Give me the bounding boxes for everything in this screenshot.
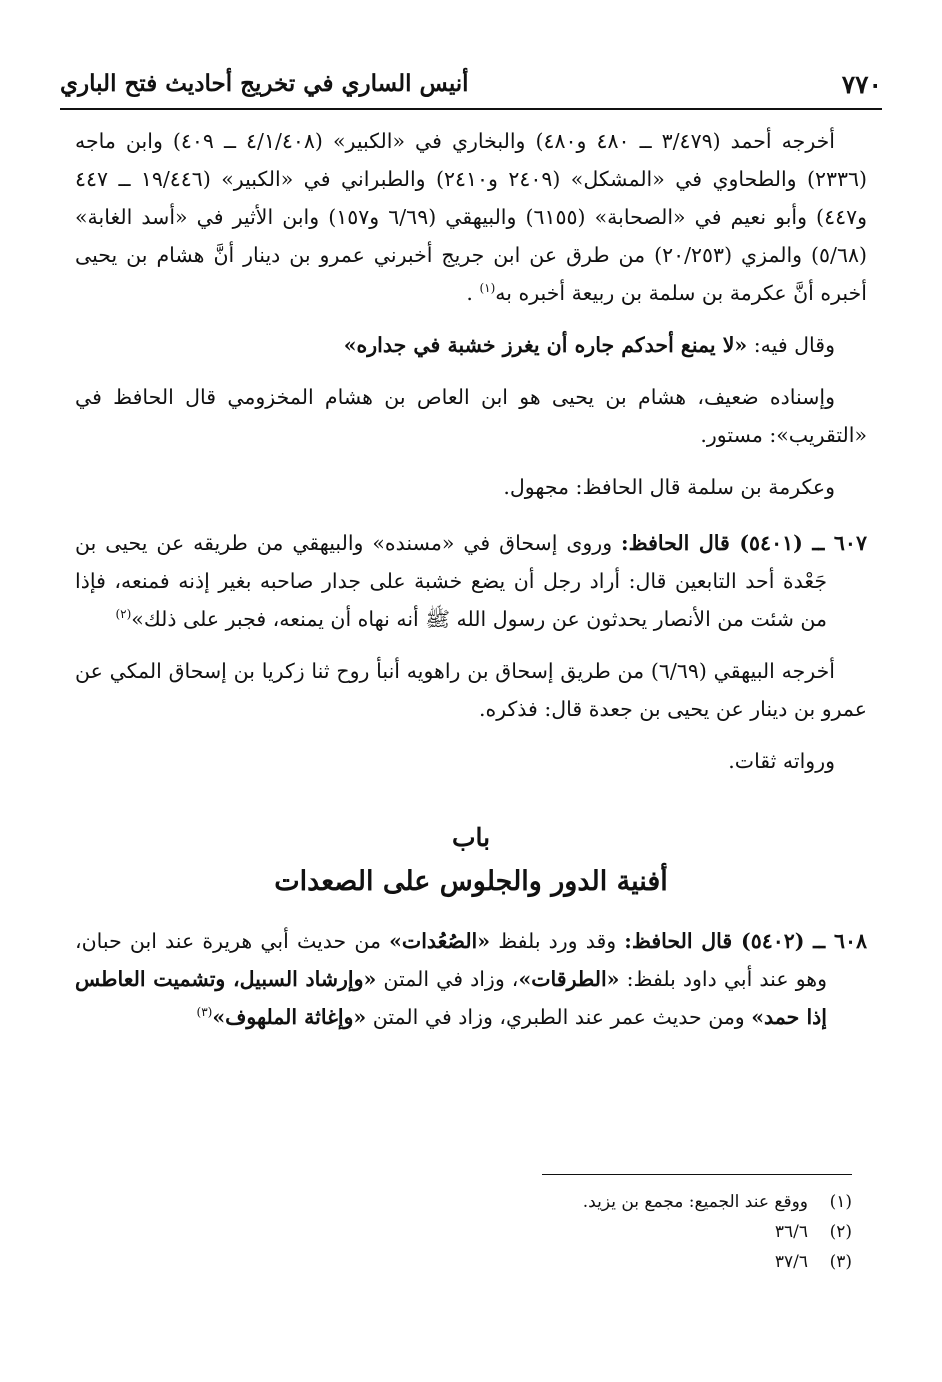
footnote-number: (٣) (829, 1252, 852, 1272)
matn-text: «لا يمنع أحدكم جاره أن يغرز خشبة في جداره» (343, 333, 748, 357)
paragraph-narrators (75, 742, 867, 780)
chapter-title: أفنية الدور والجلوس على الصعدات (274, 866, 668, 897)
matn-lead: وقال فيه: (747, 333, 835, 357)
hadith-bold-1: «الصُعُدات» (389, 929, 491, 953)
running-header (60, 62, 882, 110)
footnote-ref-2[interactable]: (٢) (115, 607, 132, 622)
paragraph-tail: . (466, 281, 480, 305)
paragraph-text: وإسناده ضعيف، هشام بن يحيى هو ابن العاص بن هشام المخزومي قال الحافظ في «التقريب»: مستور. (75, 385, 867, 447)
paragraph-takhrij-1 (75, 122, 867, 312)
footnotes (90, 1174, 852, 1277)
chapter-label: باب (451, 823, 491, 852)
paragraph-ikrimah (75, 468, 867, 506)
footnote-ref-1[interactable]: (١) (479, 281, 496, 296)
hadith-608 (75, 922, 867, 1036)
hadith-text-4: ومن حديث عمر عند الطبري، وزاد في المتن (366, 1005, 752, 1029)
hadith-bold-2: «الطرقات» (518, 967, 620, 991)
footnote-ref-3[interactable]: (٣) (196, 1005, 213, 1020)
footnote-text: ٣٧/٦ (774, 1252, 808, 1272)
paragraph-text: أخرجه أحمد (٣/٤٧٩ ــ ٤٨٠ و٤٨٠) والبخاري في «الكبير» (٤/١/٤٠٨ ــ ٤٠٩) وابن ماجه (٢٣٣٦) والطحاوي في «المشكل» (٢٤٠٩ و٢٤١٠) والطبراني في «الكبير» (١٩/٤٤٦ ــ ٤٤٧ و٤٤٧) وأبو نعيم في «الصحابة» (٦١٥٥) والبيهقي (٦/٦٩ و١٥٧) وابن الأثير في «أسد الغابة» (٥/٦٨) والمزي (٢٠/٢٥٣) من طرق عن ابن جريج أخبرني عمرو بن دينار أنَّ هشام بن يحيى أخبره أنَّ عكرمة بن سلمة بن ربيعة أخبره به (75, 129, 868, 305)
paragraph-matn (75, 326, 867, 364)
footnote-2 (90, 1217, 852, 1247)
footnote-text: ووقع عند الجميع: مجمع بن يزيد. (582, 1192, 808, 1212)
paragraph-text: أخرجه البيهقي (٦/٦٩) من طريق إسحاق بن راهويه أنبأ روح ثنا زكريا بن إسحاق المكي عن عمرو بن دينار عن يحيى بن جعدة قال: فذكره. (75, 659, 867, 721)
hadith-number: ٦٠٧ ــ (٥٤٠١) قال الحافظ: (621, 531, 867, 555)
hadith-text-2: من حديث أبي هريرة عند ابن حبان، وهو عند أبي داود بلفظ: (75, 929, 827, 991)
footnote-number: (١) (829, 1192, 852, 1212)
hadith-bold-3: «وإرشاد السبيل، وتشميت العاطس إذا حمد» (75, 967, 827, 1029)
footnote-number: (٢) (829, 1222, 852, 1242)
paragraph-text: ورواته ثقات. (728, 749, 835, 773)
paragraph-text: وعكرمة بن سلمة قال الحافظ: مجهول. (503, 475, 835, 499)
footnote-text: ٣٦/٦ (774, 1222, 808, 1242)
book-title: أنيس الساري في تخريج أحاديث فتح الباري (60, 70, 469, 97)
hadith-text-3: ، وزاد في المتن (376, 967, 519, 991)
hadith-bold-4: «وإغاثة الملهوف» (212, 1005, 367, 1029)
hadith-607 (75, 524, 867, 638)
hadith-number: ٦٠٨ ــ (٥٤٠٢) قال الحافظ: (624, 929, 867, 953)
hadith-text: وروى إسحاق في «مسنده» والبيهقي من طريقه عن يحيى بن جَعْدة أحد التابعين قال: أراد رجل أن يضع خشبة على جدار صاحبه بغير إذنه فمنعه، فإذا من شئت من الأنصار يحدثون عن رسول الله ﷺ أنه نهاه أن يمنعه، فجبر على ذلك» (75, 531, 827, 631)
page-number: ٧٧٠ (841, 70, 882, 99)
chapter-heading (75, 816, 867, 904)
footnote-separator (542, 1174, 852, 1175)
footnote-1 (90, 1187, 852, 1217)
main-text (75, 122, 867, 1050)
footnote-3 (90, 1247, 852, 1277)
paragraph-isnad-judgement (75, 378, 867, 454)
paragraph-takhrij-2 (75, 652, 867, 728)
hadith-text-1: وقد ورد بلفظ (490, 929, 625, 953)
